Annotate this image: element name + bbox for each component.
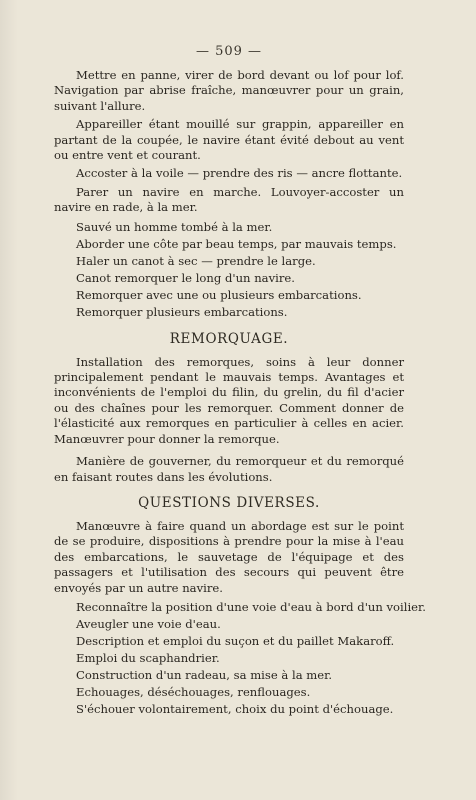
list-item: S'échouer volontairement, choix du point d'échouage. (76, 701, 394, 716)
questions-item-list (54, 599, 426, 718)
paragraph: Appareiller étant mouillé sur grappin, appareiller en partant de la coupée, le navire étant évité debout au vent ou entre vent et courant. (54, 117, 404, 163)
list-item: Canot remorquer le long d'un navire. (76, 270, 295, 285)
list-item: Remorquer avec une ou plusieurs embarcations. (76, 287, 362, 302)
page-number: — 509 — (195, 44, 263, 59)
list-item: Haler un canot à sec — prendre le large. (76, 253, 316, 268)
list-item: Description et emploi du suçon et du paillet Makaroff. (76, 633, 395, 648)
list-item: Remorquer plusieurs embarcations. (76, 304, 288, 319)
paragraph: Accoster à la voile — prendre des ris — ancre flottante. (76, 166, 403, 181)
remorquage-paragraphs (54, 355, 404, 485)
list-item: Reconnaître la position d'une voie d'eau à bord d'un voilier. (76, 599, 426, 614)
list-item: Echouages, déséchouages, renflouages. (76, 684, 311, 699)
paragraph: Installation des remorques, soins à leur donner principalement pendant le mauvais temps. Avantages et inconvénients de l'emploi du filin, du grelin, du fil d'acier ou des chaînes pour les remorquer. Comment donner de l'élasticité aux remorques en particulier à celles en acier. Manœuvrer pour donner la remorque. (54, 354, 404, 446)
section-title-questions: QUESTIONS DIVERSES. (138, 494, 320, 511)
paragraph: Manœuvre à faire quand un abordage est sur le point de se produire, dispositions à prendre pour la mise à l'eau des embarcations, le sauvetage de l'équipage et des passagers et l'utilisation des secours qui peuvent être envoyés par un autre navire. (54, 518, 404, 595)
paragraph: Parer un navire en marche. Louvoyer-accoster un navire en rade, à la mer. (54, 184, 404, 215)
list-item: Aborder une côte par beau temps, par mauvais temps. (76, 236, 397, 251)
paragraph: Manière de gouverner, du remorqueur et du remorqué en faisant routes dans les évolutions. (54, 454, 404, 484)
top-paragraphs (54, 68, 404, 216)
questions-paragraphs (54, 519, 404, 596)
paragraph: Mettre en panne, virer de bord devant ou lof pour lof. Navigation par abrise fraîche, manœuvrer pour un grain, suivant l'allure. (54, 68, 404, 113)
section-title-remorquage: REMORQUAGE. (169, 330, 289, 347)
list-item: Construction d'un radeau, sa mise à la mer. (76, 667, 333, 682)
list-item: Aveugler une voie d'eau. (76, 616, 221, 631)
list-item: Emploi du scaphandrier. (76, 650, 220, 665)
top-item-list (54, 219, 404, 321)
list-item: Sauvé un homme tombé à la mer. (76, 219, 273, 234)
